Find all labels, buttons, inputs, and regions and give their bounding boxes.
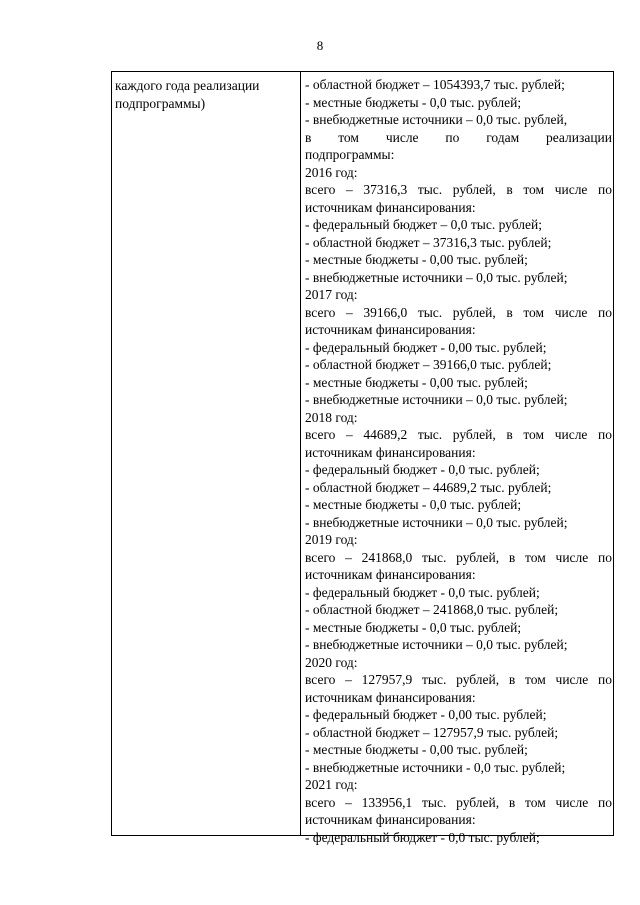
cell-text-line: - федеральный бюджет - 0,0 тыс. рублей; [305,829,540,845]
cell-text-line: всего – 39166,0 тыс. рублей, в том числе по [305,304,612,320]
cell-text-line: - областной бюджет – 241868,0 тыс. рублей; [305,602,559,617]
cell-text-line: - областной бюджет – 1054393,7 тыс. рублей; [305,77,565,92]
year-heading: 2017 год: [305,287,358,302]
cell-text-line: - федеральный бюджет - 0,0 тыс. рублей; [305,462,540,477]
year-heading: 2016 год: [305,164,358,180]
cell-text-line: всего – 127957,9 тыс. рублей, в том числе по [305,672,612,687]
cell-text-line: источникам финансирования: [305,567,476,582]
cell-text-line: - местные бюджеты - 0,00 тыс. рублей; [305,742,528,757]
cell-text-line: - федеральный бюджет - 0,0 тыс. рублей; [305,584,540,600]
year-heading: 2021 год: [305,777,358,792]
cell-text-line: источникам финансирования: [305,812,476,827]
cell-text-line: источникам финансирования: [305,199,476,215]
cell-text-line: источникам финансирования: [305,689,476,705]
cell-text-line: - местные бюджеты - 0,0 тыс. рублей; [305,94,522,110]
cell-text-line: в том числе по годам реализации [305,129,612,145]
cell-text-line: - областной бюджет – 39166,0 тыс. рублей; [305,357,552,372]
cell-text-line: подпрограммы: [305,147,395,162]
cell-text-line: - местные бюджеты - 0,00 тыс. рублей; [305,374,528,390]
cell-text-line: - местные бюджеты - 0,0 тыс. рублей; [305,619,522,635]
year-heading: 2018 год: [305,409,358,425]
cell-text-line: - федеральный бюджет - 0,00 тыс. рублей; [305,707,547,722]
year-heading: 2020 год: [305,654,358,670]
cell-text-line: - местные бюджеты - 0,00 тыс. рублей; [305,252,528,267]
cell-text-line: - областной бюджет – 37316,3 тыс. рублей; [305,234,552,250]
cell-text-line: всего – 37316,3 тыс. рублей, в том числе по [305,182,612,197]
cell-text-line: всего – 133956,1 тыс. рублей, в том числе по [305,794,612,810]
cell-text-line: - областной бюджет – 127957,9 тыс. рублей; [305,724,559,740]
cell-text-line: - внебюджетные источники – 0,0 тыс. рублей; [305,269,568,285]
table-cell-left [115,77,295,112]
cell-text-line: - местные бюджеты - 0,0 тыс. рублей; [305,497,522,512]
cell-text-line: - федеральный бюджет - 0,00 тыс. рублей; [305,339,547,355]
cell-text-line: источникам финансирования: [305,322,476,337]
financing-table [111,71,614,845]
cell-text-line: - федеральный бюджет – 0,0 тыс. рублей; [305,217,542,232]
table-cell-right [305,76,612,846]
cell-text-line: всего – 44689,2 тыс. рублей, в том числе по [305,427,612,442]
column-divider [300,72,301,835]
cell-text-line: - внебюджетные источники – 0,0 тыс. рублей; [305,392,568,407]
page-number: 8 [316,38,324,53]
year-heading: 2019 год: [305,532,358,547]
cell-text-line: - внебюджетные источники – 0,0 тыс. рублей, [305,112,568,127]
cell-text-line: источникам финансирования: [305,444,476,460]
cell-text-line: всего – 241868,0 тыс. рублей, в том числе по [305,549,612,565]
cell-text-line: - областной бюджет – 44689,2 тыс. рублей; [305,479,552,495]
cell-text-line: - внебюджетные источники – 0,0 тыс. рублей; [305,514,568,530]
cell-text-line: - внебюджетные источники - 0,0 тыс. рублей; [305,759,566,775]
cell-text-line: подпрограммы) [115,95,206,111]
cell-text-line: - внебюджетные источники – 0,0 тыс. рублей; [305,637,568,652]
cell-text-line: каждого года реализации [115,78,260,93]
